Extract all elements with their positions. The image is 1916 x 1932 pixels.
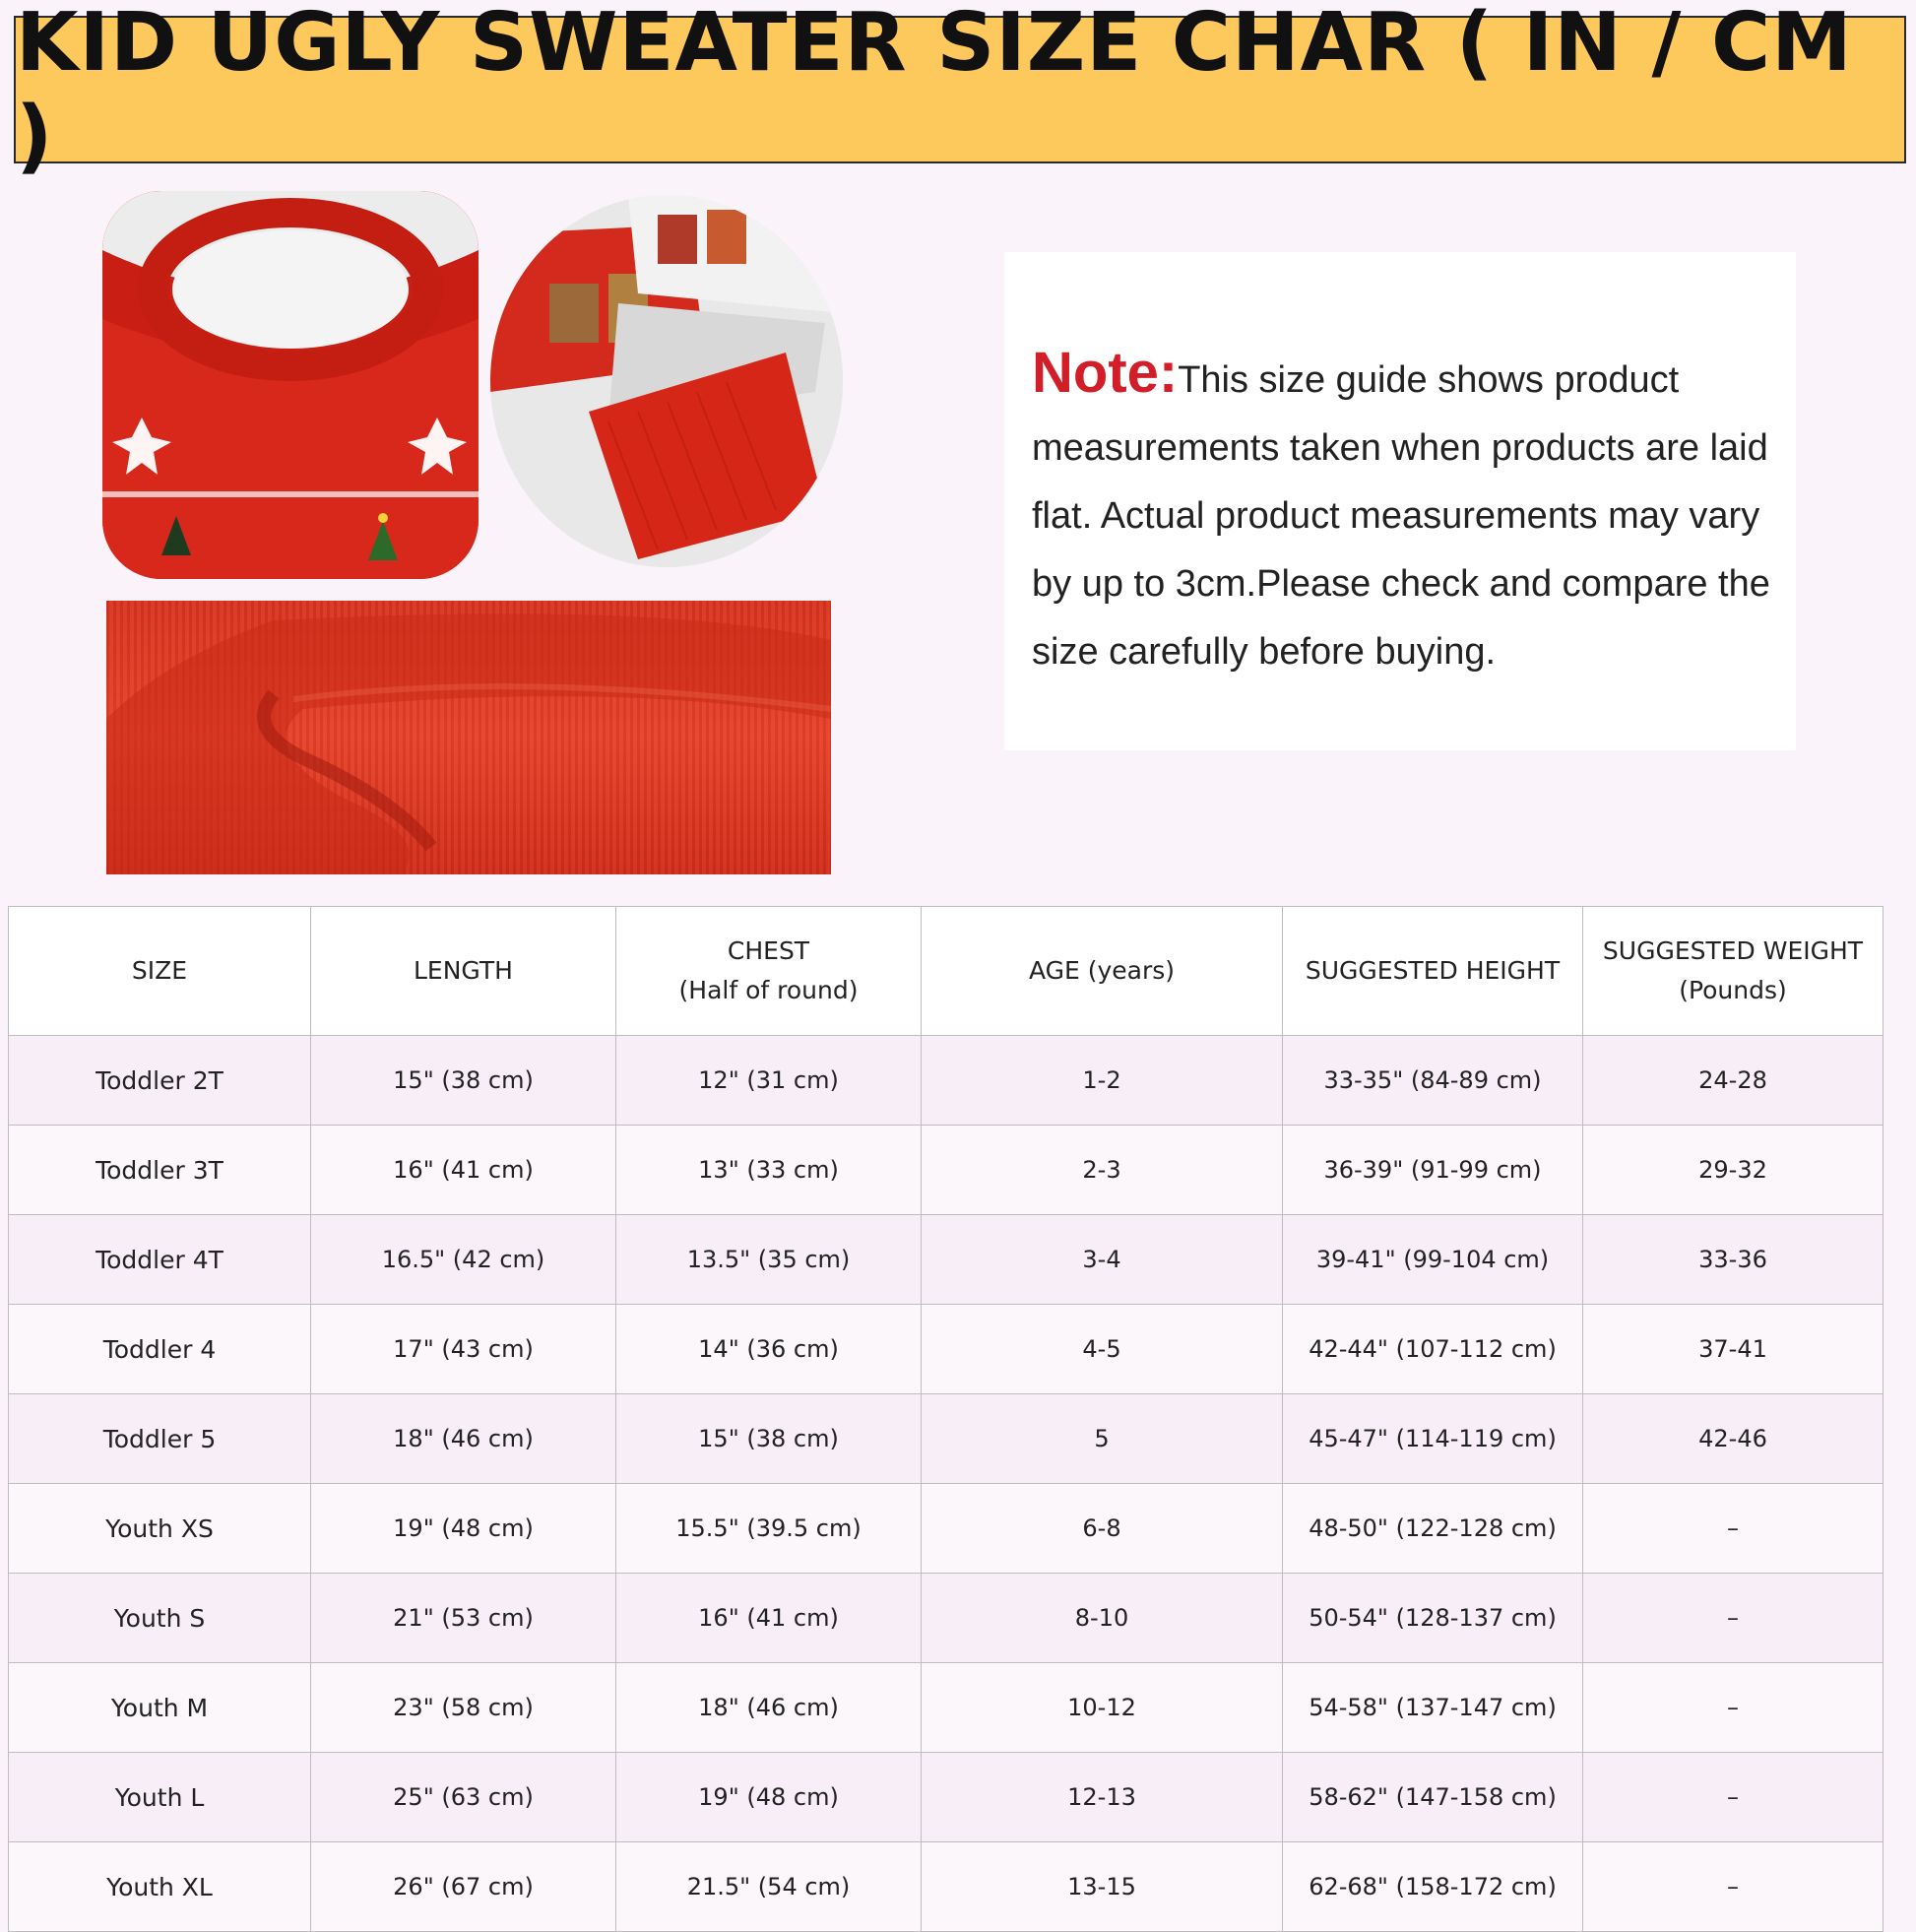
cell-weight: – (1583, 1574, 1884, 1663)
cell-size: Toddler 4 (9, 1305, 311, 1394)
table-header-row (9, 907, 1884, 1036)
table-row (9, 1305, 1884, 1394)
cell-chest: 13.5" (35 cm) (616, 1215, 922, 1305)
knit-illustration (106, 601, 831, 874)
table-row (9, 1753, 1884, 1842)
cell-weight: – (1583, 1842, 1884, 1932)
cell-length: 16.5" (42 cm) (311, 1215, 616, 1305)
header-chest (616, 907, 922, 1036)
cell-age: 6-8 (922, 1484, 1283, 1574)
knit-closeup-photo (106, 601, 831, 874)
cell-chest: 15.5" (39.5 cm) (616, 1484, 922, 1574)
cell-age: 10-12 (922, 1663, 1283, 1753)
collar-illustration (102, 191, 479, 579)
cell-chest: 15" (38 cm) (616, 1394, 922, 1484)
table-row (9, 1394, 1884, 1484)
cell-height: 42-44" (107-112 cm) (1283, 1305, 1583, 1394)
cell-age: 1-2 (922, 1036, 1283, 1126)
cell-age: 4-5 (922, 1305, 1283, 1394)
table-row (9, 1126, 1884, 1215)
cell-size: Toddler 3T (9, 1126, 311, 1215)
cell-weight: – (1583, 1753, 1884, 1842)
cell-length: 23" (58 cm) (311, 1663, 616, 1753)
table-row (9, 1842, 1884, 1932)
page-title: KID UGLY SWEATER SIZE CHAR ( IN / CM ) (16, 0, 1853, 183)
header-length: LENGTH (311, 907, 616, 1036)
cell-length: 16" (41 cm) (311, 1126, 616, 1215)
cell-chest: 18" (46 cm) (616, 1663, 922, 1753)
cell-length: 15" (38 cm) (311, 1036, 616, 1126)
table-row (9, 1036, 1884, 1126)
cell-height: 39-41" (99-104 cm) (1283, 1215, 1583, 1305)
note-paragraph (1032, 339, 1772, 686)
cell-height: 45-47" (114-119 cm) (1283, 1394, 1583, 1484)
note-text: This size guide shows product measurements taken when products are laid flat. Actual product measurements may vary by up to 3cm.Please check and compare the size carefully before buying. (1032, 359, 1770, 673)
header-chest-sub: (Half of round) (678, 976, 859, 1004)
cell-length: 17" (43 cm) (311, 1305, 616, 1394)
header-weight-label: SUGGESTED WEIGHT (1602, 936, 1864, 965)
cell-size: Youth XS (9, 1484, 311, 1574)
cell-age: 5 (922, 1394, 1283, 1484)
cell-height: 33-35" (84-89 cm) (1283, 1036, 1583, 1126)
header-age: AGE (years) (922, 907, 1283, 1036)
note-box (1004, 252, 1796, 750)
cell-weight: – (1583, 1484, 1884, 1574)
cell-age: 8-10 (922, 1574, 1283, 1663)
cell-age: 12-13 (922, 1753, 1283, 1842)
header-weight (1583, 907, 1884, 1036)
collar-photo (102, 191, 479, 579)
table-row (9, 1484, 1884, 1574)
size-table (8, 906, 1884, 1932)
cell-size: Youth L (9, 1753, 311, 1842)
cell-chest: 16" (41 cm) (616, 1574, 922, 1663)
cell-chest: 12" (31 cm) (616, 1036, 922, 1126)
cell-age: 13-15 (922, 1842, 1283, 1932)
header-weight-sub: (Pounds) (1679, 976, 1787, 1004)
cell-height: 58-62" (147-158 cm) (1283, 1753, 1583, 1842)
cell-weight: 29-32 (1583, 1126, 1884, 1215)
cell-weight: 42-46 (1583, 1394, 1884, 1484)
cell-height: 62-68" (158-172 cm) (1283, 1842, 1583, 1932)
cell-age: 3-4 (922, 1215, 1283, 1305)
table-row (9, 1215, 1884, 1305)
cell-height: 48-50" (122-128 cm) (1283, 1484, 1583, 1574)
cell-height: 54-58" (137-147 cm) (1283, 1663, 1583, 1753)
cell-size: Youth M (9, 1663, 311, 1753)
cell-chest: 21.5" (54 cm) (616, 1842, 922, 1932)
title-banner (14, 0, 1906, 183)
cell-chest: 19" (48 cm) (616, 1753, 922, 1842)
cell-weight: – (1583, 1663, 1884, 1753)
header-chest-label: CHEST (727, 936, 810, 965)
cell-height: 36-39" (91-99 cm) (1283, 1126, 1583, 1215)
cell-weight: 24-28 (1583, 1036, 1884, 1126)
cell-weight: 33-36 (1583, 1215, 1884, 1305)
table-row (9, 1574, 1884, 1663)
header-height: SUGGESTED HEIGHT (1283, 907, 1583, 1036)
cell-size: Toddler 2T (9, 1036, 311, 1126)
header-size: SIZE (9, 907, 311, 1036)
cell-height: 50-54" (128-137 cm) (1283, 1574, 1583, 1663)
cell-length: 18" (46 cm) (311, 1394, 616, 1484)
cell-length: 21" (53 cm) (311, 1574, 616, 1663)
cuff-photo (490, 195, 843, 567)
cell-size: Toddler 4T (9, 1215, 311, 1305)
cell-size: Toddler 5 (9, 1394, 311, 1484)
cell-length: 19" (48 cm) (311, 1484, 616, 1574)
cell-size: Youth S (9, 1574, 311, 1663)
note-label: Note: (1032, 341, 1179, 405)
cell-chest: 13" (33 cm) (616, 1126, 922, 1215)
cell-weight: 37-41 (1583, 1305, 1884, 1394)
cell-age: 2-3 (922, 1126, 1283, 1215)
cuff-illustration (490, 195, 843, 567)
cell-length: 25" (63 cm) (311, 1753, 616, 1842)
table-row (9, 1663, 1884, 1753)
cell-size: Youth XL (9, 1842, 311, 1932)
cell-length: 26" (67 cm) (311, 1842, 616, 1932)
cell-chest: 14" (36 cm) (616, 1305, 922, 1394)
